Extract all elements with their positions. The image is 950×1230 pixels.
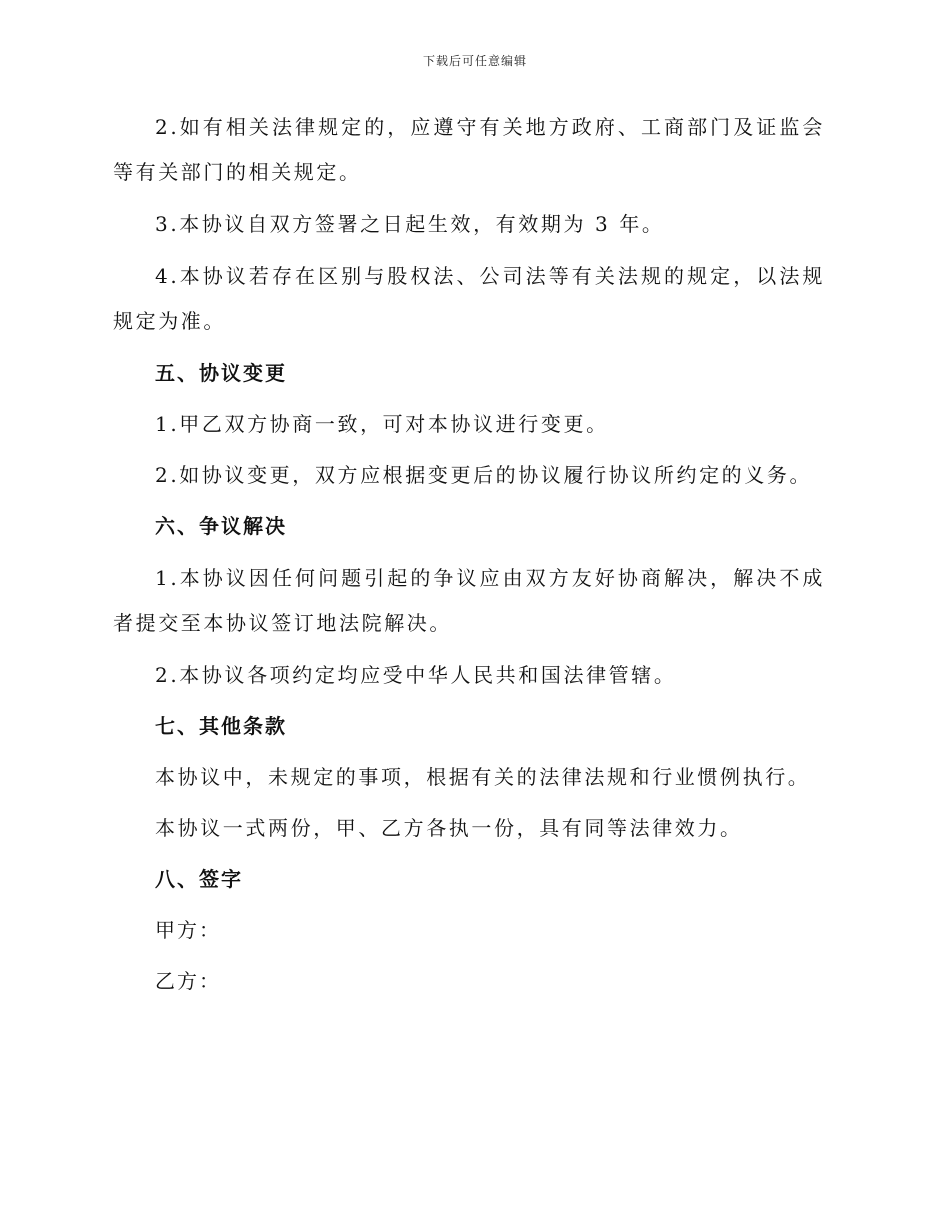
clause-dispute-1: 1.本协议因任何问题引起的争议应由双方友好协商解决，解决不成者提交至本协议签订地法院解决。 — [113, 566, 825, 635]
section-heading-dispute: 六、争议解决 — [155, 514, 287, 538]
clause-dispute-2: 2.本协议各项约定均应受中华人民共和国法律管辖。 — [155, 663, 677, 687]
clause-law-4: 4.本协议若存在区别与股权法、公司法等有关法规的规定，以法规规定为准。 — [113, 264, 825, 333]
signature-party-b: 乙方： — [155, 969, 221, 993]
page-header-note: 下载后可任意编辑 — [422, 54, 527, 68]
clause-other-1: 本协议中，未规定的事项，根据有关的法律法规和行业惯例执行。 — [155, 765, 811, 789]
clause-amendment-1: 1.甲乙双方协商一致，可对本协议进行变更。 — [155, 412, 609, 436]
clause-amendment-2: 2.如协议变更，双方应根据变更后的协议履行协议所约定的义务。 — [155, 463, 813, 487]
clause-law-2: 2.如有相关法律规定的，应遵守有关地方政府、工商部门及证监会等有关部门的相关规定。 — [113, 115, 825, 184]
clause-law-3: 3.本协议自双方签署之日起生效，有效期为 3 年。 — [155, 212, 665, 236]
document-body — [113, 105, 825, 1011]
section-heading-other: 七、其他条款 — [155, 714, 287, 738]
section-heading-amendment: 五、协议变更 — [155, 361, 287, 385]
clause-other-2: 本协议一式两份，甲、乙方各执一份，具有同等法律效力。 — [155, 816, 743, 840]
section-heading-signature: 八、签字 — [155, 867, 243, 891]
signature-party-a: 甲方： — [155, 918, 221, 942]
